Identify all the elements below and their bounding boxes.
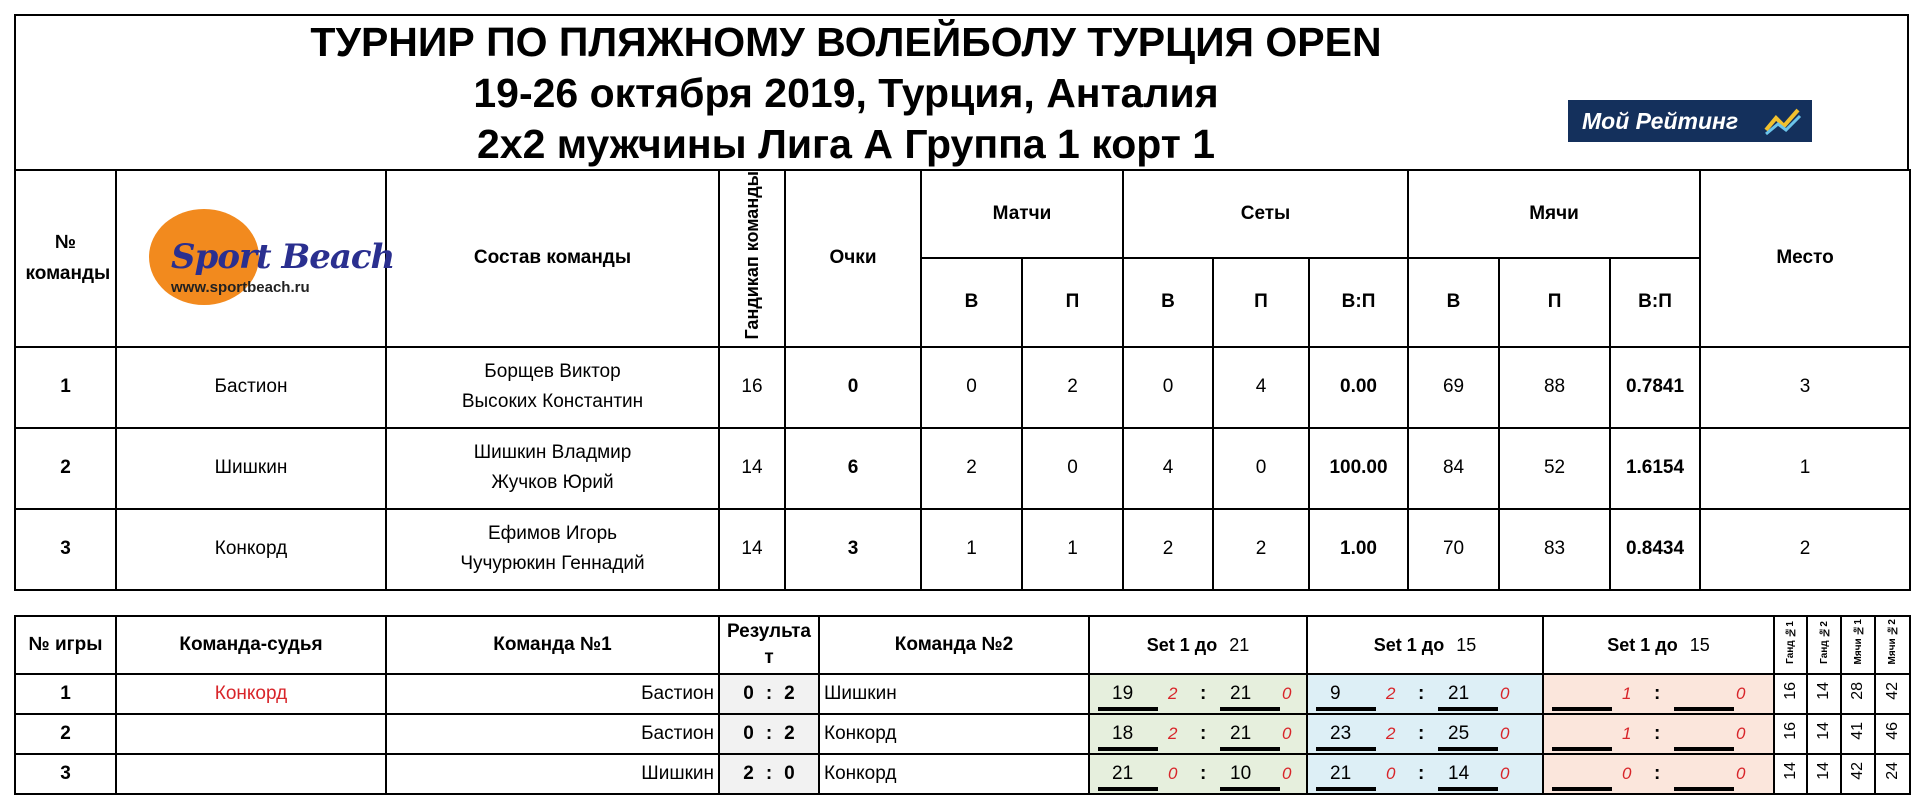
team-points: 6 [785,428,921,509]
header-balls: Мячи [1408,170,1700,258]
game-handicap-2: 14 [1807,754,1841,794]
set-handicap-team-1: 1 [1622,684,1632,703]
score-underline [1438,787,1498,791]
header-matches: Матчи [921,170,1123,258]
score-underline [1316,787,1376,791]
team-place: 2 [1700,509,1910,590]
set-handicap-team-2: 0 [1500,724,1510,743]
team-name: Бастион [116,347,386,428]
game-balls-2: 46 [1875,714,1910,754]
sets-won: 0 [1123,347,1213,428]
balls-won: 70 [1408,509,1499,590]
game-no: 3 [15,754,116,794]
set-handicap-team-2: 0 [1500,764,1510,783]
result-team-2: 0 [784,763,795,784]
set-handicap-team-2: 0 [1282,684,1292,703]
player-1: Ефимов Игорь [487,523,618,545]
matches-lost: 2 [1022,347,1123,428]
game-balls-2: 24 [1875,754,1910,794]
balls-lost: 88 [1499,347,1610,428]
standings-row [15,509,1910,590]
set-separator: : [1200,763,1207,784]
set-handicap-team-2: 0 [1282,764,1292,783]
header-balls-ratio: В:П [1610,258,1700,346]
balls-ratio: 0.8434 [1610,509,1700,590]
set-handicap-team-2: 0 [1500,684,1510,703]
game-no: 2 [15,714,116,754]
result-team-2: 2 [784,723,795,744]
result-separator: : [765,683,773,704]
sets-won: 4 [1123,428,1213,509]
matches-won: 0 [921,347,1022,428]
balls-lost: 52 [1499,428,1610,509]
set-handicap-team-1: 1 [1622,724,1632,743]
team-players [386,509,719,590]
score-underline [1674,787,1734,791]
set-2-score [1307,674,1543,714]
set-separator: : [1418,763,1425,784]
game-handicap-2: 14 [1807,714,1841,754]
set-separator: : [1200,723,1207,744]
standings-row [15,347,1910,428]
team-points: 0 [785,347,921,428]
header-handicap-1: Ганд №1 [1774,616,1807,674]
set-handicap-team-1: 0 [1386,764,1396,783]
result-team-1: 2 [743,763,754,784]
sets-ratio: 0.00 [1309,347,1408,428]
header-balls-lost: П [1499,258,1610,346]
set-score-team-2: 21 [1230,683,1252,704]
set-score-team-2: 10 [1230,763,1252,784]
score-underline [1552,787,1612,791]
set-1-score [1089,754,1307,794]
game-row [15,754,1910,794]
sets-lost: 0 [1213,428,1309,509]
matches-won: 1 [921,509,1022,590]
logo-name: Sport Beach [171,237,395,278]
player-2: Жучков Юрий [491,472,614,494]
header-balls-1: Мячи №1 [1841,616,1875,674]
set-handicap-team-1: 0 [1622,764,1632,783]
result-team-2: 2 [784,683,795,704]
sets-won: 2 [1123,509,1213,590]
game-balls-2: 42 [1875,674,1910,714]
score-underline [1220,747,1280,751]
score-underline [1220,787,1280,791]
game-team-2: Конкорд [819,754,1089,794]
header-matches-won: В [921,258,1022,346]
result-separator: : [765,723,773,744]
set-score-team-1: 23 [1330,723,1352,744]
result-team-1: 0 [743,683,754,704]
balls-ratio: 1.6154 [1610,428,1700,509]
score-underline [1552,707,1612,711]
team-players [386,428,719,509]
result-separator: : [765,763,773,784]
set-3-score [1543,674,1774,714]
header-sets: Сеты [1123,170,1408,258]
judge-team: Конкорд [116,674,386,714]
set-score-team-2: 21 [1448,683,1470,704]
team-no: 2 [15,428,116,509]
set-handicap-team-2: 0 [1282,724,1292,743]
header-team-composition: Состав команды [386,170,719,347]
team-no: 3 [15,509,116,590]
score-underline [1438,747,1498,751]
team-name: Шишкин [116,428,386,509]
game-team-1: Шишкин [386,754,719,794]
header-handicap: Гандикап команды [719,170,785,347]
logo-url: www.sportbeach.ru [171,279,310,297]
matches-lost: 1 [1022,509,1123,590]
set-3-score [1543,754,1774,794]
games-table [14,615,1911,795]
set-handicap-team-1: 2 [1386,684,1396,703]
game-team-2: Конкорд [819,714,1089,754]
player-1: Шишкин Влaдмир [473,442,632,464]
set-separator: : [1654,763,1661,784]
team-place: 3 [1700,347,1910,428]
set-separator: : [1200,683,1207,704]
team-handicap: 16 [719,347,785,428]
game-handicap-2: 14 [1807,674,1841,714]
game-balls-1: 28 [1841,674,1875,714]
header-team-1: Команда №1 [386,616,719,674]
score-underline [1674,707,1734,711]
header-matches-lost: П [1022,258,1123,346]
score-underline [1316,707,1376,711]
balls-ratio: 0.7841 [1610,347,1700,428]
game-balls-1: 41 [1841,714,1875,754]
team-no: 1 [15,347,116,428]
standings-table [14,169,1911,591]
set-separator: : [1418,723,1425,744]
rating-logo-text: Мой Рейтинг [1582,108,1739,134]
title-line-1: ТУРНИР ПО ПЛЯЖНОМУ ВОЛЕЙБОЛУ ТУРЦИЯ OPEN [310,19,1382,65]
header-place: Место [1700,170,1910,347]
set-score-team-1: 9 [1330,683,1341,704]
set-score-team-1: 18 [1112,723,1134,744]
player-2: Чучурюкин Геннадий [460,553,645,575]
header-set-2: Set 1 до 15 [1307,616,1543,674]
header-points: Очки [785,170,921,347]
score-underline [1674,747,1734,751]
set-handicap-team-1: 2 [1168,724,1178,743]
sets-lost: 4 [1213,347,1309,428]
sets-lost: 2 [1213,509,1309,590]
team-name: Конкорд [116,509,386,590]
sets-ratio: 1.00 [1309,509,1408,590]
set-score-team-1: 19 [1112,683,1134,704]
set-handicap-team-1: 0 [1168,764,1178,783]
game-handicap-1: 14 [1774,754,1807,794]
header-handicap-2: Ганд №2 [1807,616,1841,674]
header-team-2: Команда №2 [819,616,1089,674]
header-balls-won: В [1408,258,1499,346]
game-team-1: Бастион [386,714,719,754]
game-team-1: Бастион [386,674,719,714]
header-set-1: Set 1 до 21 [1089,616,1307,674]
score-underline [1098,787,1158,791]
set-score-team-2: 21 [1230,723,1252,744]
matches-won: 2 [921,428,1022,509]
game-result [719,674,819,714]
set-separator: : [1418,683,1425,704]
document-header [14,14,1909,169]
judge-team [116,754,386,794]
set-handicap-team-2: 0 [1736,684,1746,703]
standings-row [15,428,1910,509]
result-team-1: 0 [743,723,754,744]
sets-ratio: 100.00 [1309,428,1408,509]
title-line-2: 19-26 октября 2019, Турция, Анталия [473,70,1219,116]
header-team-no: № команды [15,170,116,347]
game-result [719,754,819,794]
title-line-3: 2х2 мужчины Лига А Группа 1 корт 1 [476,121,1216,167]
set-score-team-2: 25 [1448,723,1470,744]
set-handicap-team-2: 0 [1736,724,1746,743]
set-score-team-1: 21 [1330,763,1352,784]
team-handicap: 14 [719,428,785,509]
score-underline [1098,747,1158,751]
header-set-3: Set 1 до 15 [1543,616,1774,674]
game-balls-1: 42 [1841,754,1875,794]
score-underline [1098,707,1158,711]
player-2: Высоких Константин [461,391,644,413]
header-judge-team: Команда-судья [116,616,386,674]
set-1-score [1089,674,1307,714]
score-underline [1438,707,1498,711]
game-handicap-1: 16 [1774,674,1807,714]
game-row [15,674,1910,714]
set-2-score [1307,754,1543,794]
balls-won: 69 [1408,347,1499,428]
team-place: 1 [1700,428,1910,509]
set-score-team-2: 14 [1448,763,1470,784]
game-result [719,714,819,754]
team-handicap: 14 [719,509,785,590]
score-underline [1220,707,1280,711]
set-handicap-team-1: 2 [1168,684,1178,703]
balls-won: 84 [1408,428,1499,509]
set-2-score [1307,714,1543,754]
set-separator: : [1654,683,1661,704]
set-3-score [1543,714,1774,754]
header-result: Результат [719,616,819,674]
set-separator: : [1654,723,1661,744]
score-underline [1316,747,1376,751]
moy-reyting-logo [1568,100,1812,142]
matches-lost: 0 [1022,428,1123,509]
set-handicap-team-2: 0 [1736,764,1746,783]
team-players [386,347,719,428]
game-row [15,714,1910,754]
rating-chart-icon [1764,106,1802,136]
header-sets-ratio: В:П [1309,258,1408,346]
sport-beach-logo-cell [116,170,395,347]
header-balls-2: Мячи №2 [1875,616,1910,674]
set-1-score [1089,714,1307,754]
set-score-team-1: 21 [1112,763,1134,784]
player-1: Борщев Виктор [484,361,621,383]
score-underline [1552,747,1612,751]
set-handicap-team-1: 2 [1386,724,1396,743]
judge-team [116,714,386,754]
header-sets-lost: П [1213,258,1309,346]
balls-lost: 83 [1499,509,1610,590]
game-team-2: Шишкин [819,674,1089,714]
game-handicap-1: 16 [1774,714,1807,754]
header-game-no: № игры [15,616,116,674]
sport-beach-logo [131,203,395,313]
team-points: 3 [785,509,921,590]
game-no: 1 [15,674,116,714]
header-sets-won: В [1123,258,1213,346]
